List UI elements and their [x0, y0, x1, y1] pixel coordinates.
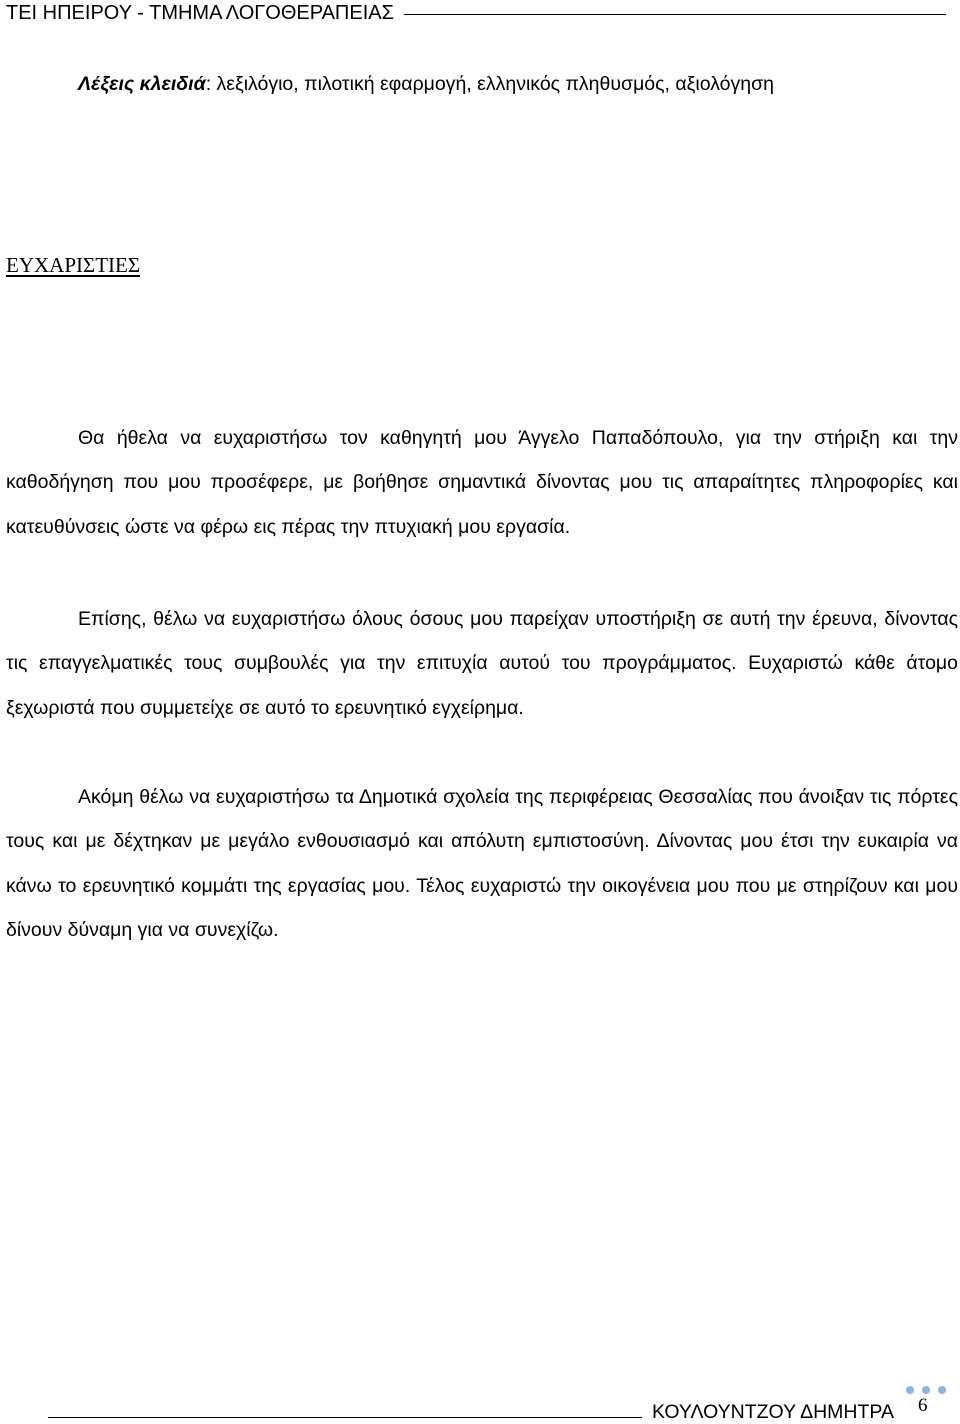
- dot-icon: [922, 1386, 930, 1394]
- keywords-label: Λέξεις κλειδιά: [78, 73, 206, 95]
- page-header: [6, 0, 946, 26]
- keywords-separator: :: [205, 73, 212, 95]
- section-title: ΕΥΧΑΡΙΣΤΙΕΣ: [6, 253, 141, 277]
- keywords-value: λεξιλόγιο, πιλοτική εφαρμογή, ελληνικός πληθυσμός, αξιολόγηση: [211, 73, 774, 95]
- header-title: ΤΕΙ ΗΠΕΙΡΟΥ - ΤΜΗΜΑ ΛΟΓΟΘΕΡΑΠΕΙΑΣ: [6, 2, 394, 24]
- footer-rule: [48, 1417, 642, 1418]
- page-footer: [48, 1400, 894, 1424]
- keywords-line: [78, 70, 774, 98]
- dot-icon: [938, 1386, 946, 1394]
- dot-icon: [906, 1386, 914, 1394]
- paragraph-2: Επίσης, θέλω να ευχαριστήσω όλους όσους μου παρείχαν υποστήριξη σε αυτή την έρευνα, δίνοντας τις επαγγελματικές τους συμβουλές για την επιτυχία αυτού του προγράμματος. Ευχαριστώ κάθε άτομο ξεχωριστά που συμμετείχε σε αυτό το ερευνητικό εγχείρημα.: [6, 608, 958, 719]
- header-rule: [404, 14, 946, 15]
- footer-author: ΚΟΥΛΟΥΝΤΖΟΥ ΔΗΜΗΤΡΑ: [651, 1401, 894, 1423]
- page-number: 6: [918, 1395, 928, 1416]
- paragraph-1: Θα ήθελα να ευχαριστήσω τον καθηγητή μου Άγγελο Παπαδόπουλο, για την στήριξη και την καθοδήγηση που μου προσέφερε, με βοήθησε σημαντικά δίνοντας μου τις απαραίτητες πληροφορίες και κατευθύνσεις ώστε να φέρω εις πέρας την πτυχιακή μου εργασία.: [6, 427, 958, 538]
- paragraph-3: Ακόμη θέλω να ευχαριστήσω τα Δημοτικά σχολεία της περιφέρειας Θεσσαλίας που άνοιξαν τις πόρτες τους και με δέχτηκαν με μεγάλο ενθουσιασμό και απόλυτη εμπιστοσύνη. Δίνοντας μου έτσι την ευκαιρία να κάνω το ερευνητικό κομμάτι της εργασίας μου. Τέλος ευχαριστώ την οικογένεια μου που με στηρίζουν και μου δίνουν δύναμη για να συνεχίζω.: [6, 786, 958, 941]
